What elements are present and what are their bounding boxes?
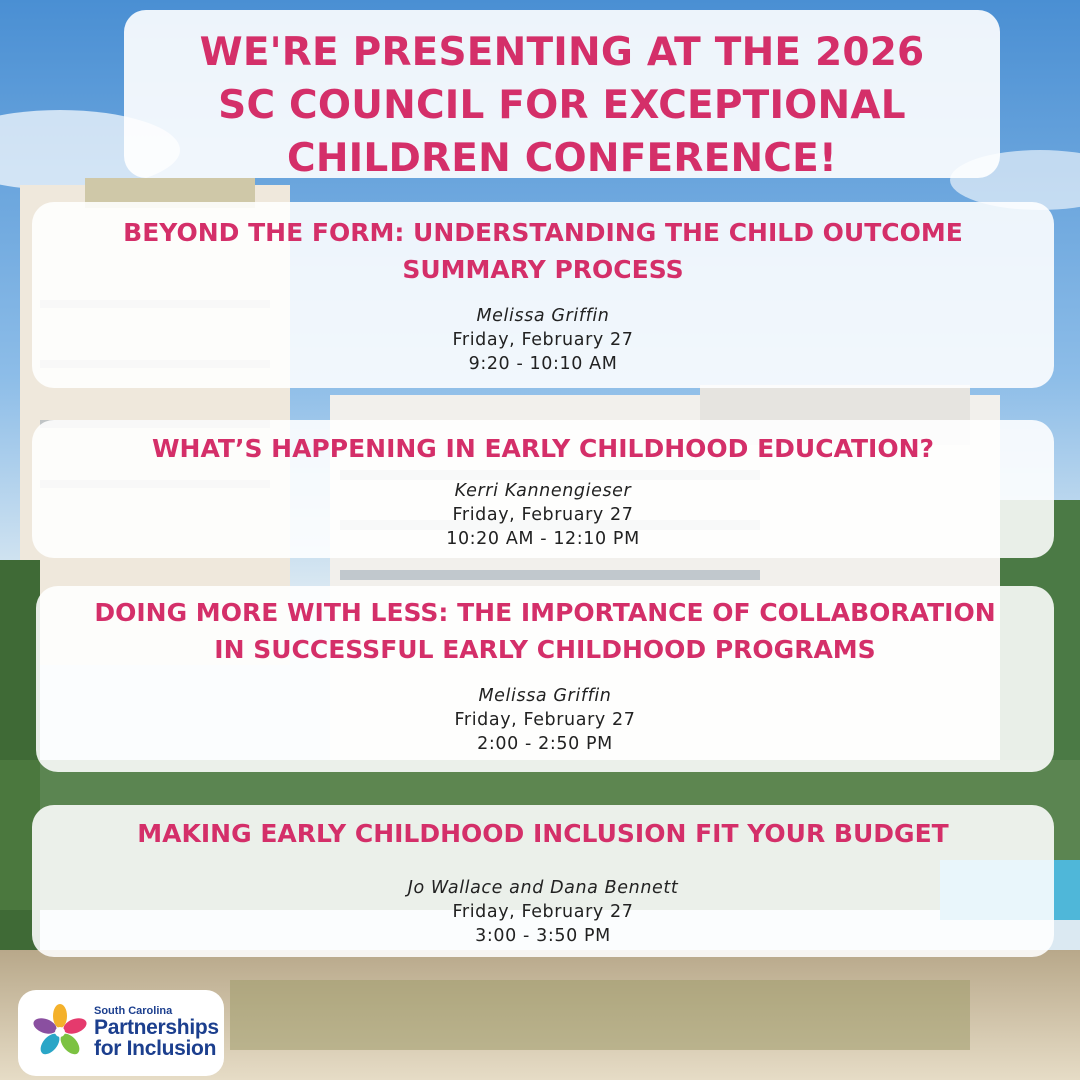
session-time: 9:20 - 10:10 AM <box>468 354 618 374</box>
session-time: 10:20 AM - 12:10 PM <box>446 529 640 549</box>
session-title <box>36 594 1054 668</box>
headline-card <box>124 10 1000 181</box>
session-title-line: DOING MORE WITH LESS: THE IMPORTANCE OF COLLABORATION <box>94 598 996 627</box>
session-date: Friday, February 27 <box>452 330 634 350</box>
flower-logo-icon <box>30 1002 90 1062</box>
session-details <box>36 684 1054 756</box>
session-date: Friday, February 27 <box>454 710 636 730</box>
title-line: SC COUNCIL FOR EXCEPTIONAL <box>218 83 906 128</box>
session-date: Friday, February 27 <box>452 902 634 922</box>
session-date: Friday, February 27 <box>452 505 634 525</box>
session-title-line: SUMMARY PROCESS <box>402 255 684 284</box>
session-details <box>32 479 1054 551</box>
session-speaker: Kerri Kannengieser <box>454 481 632 501</box>
page-title <box>124 10 1000 185</box>
session-card <box>36 586 1054 772</box>
session-speaker: Melissa Griffin <box>476 306 610 326</box>
session-title-line: BEYOND THE FORM: UNDERSTANDING THE CHILD OUTCOME <box>123 218 963 247</box>
session-title <box>32 214 1054 288</box>
logo-name-line: for Inclusion <box>94 1037 217 1060</box>
organization-logo <box>18 990 224 1076</box>
logo-state-text: South Carolina <box>94 1005 173 1017</box>
session-time: 2:00 - 2:50 PM <box>477 734 613 754</box>
session-title-line: WHAT’S HAPPENING IN EARLY CHILDHOOD EDUCATION? <box>151 434 935 463</box>
title-line: WE'RE PRESENTING AT THE 2026 <box>199 30 925 75</box>
session-speaker: Melissa Griffin <box>478 686 612 706</box>
logo-name-line: Partnerships <box>94 1016 219 1039</box>
session-title <box>32 430 1054 467</box>
session-details <box>32 876 1054 948</box>
session-card <box>32 420 1054 558</box>
session-title <box>32 815 1054 852</box>
session-card <box>32 202 1054 388</box>
session-speaker: Jo Wallace and Dana Bennett <box>407 878 679 898</box>
title-line: CHILDREN CONFERENCE! <box>287 136 837 181</box>
session-title-line: IN SUCCESSFUL EARLY CHILDHOOD PROGRAMS <box>214 635 876 664</box>
session-time: 3:00 - 3:50 PM <box>475 926 611 946</box>
session-title-line: MAKING EARLY CHILDHOOD INCLUSION FIT YOUR BUDGET <box>137 819 949 848</box>
session-details <box>32 304 1054 376</box>
session-card <box>32 805 1054 957</box>
